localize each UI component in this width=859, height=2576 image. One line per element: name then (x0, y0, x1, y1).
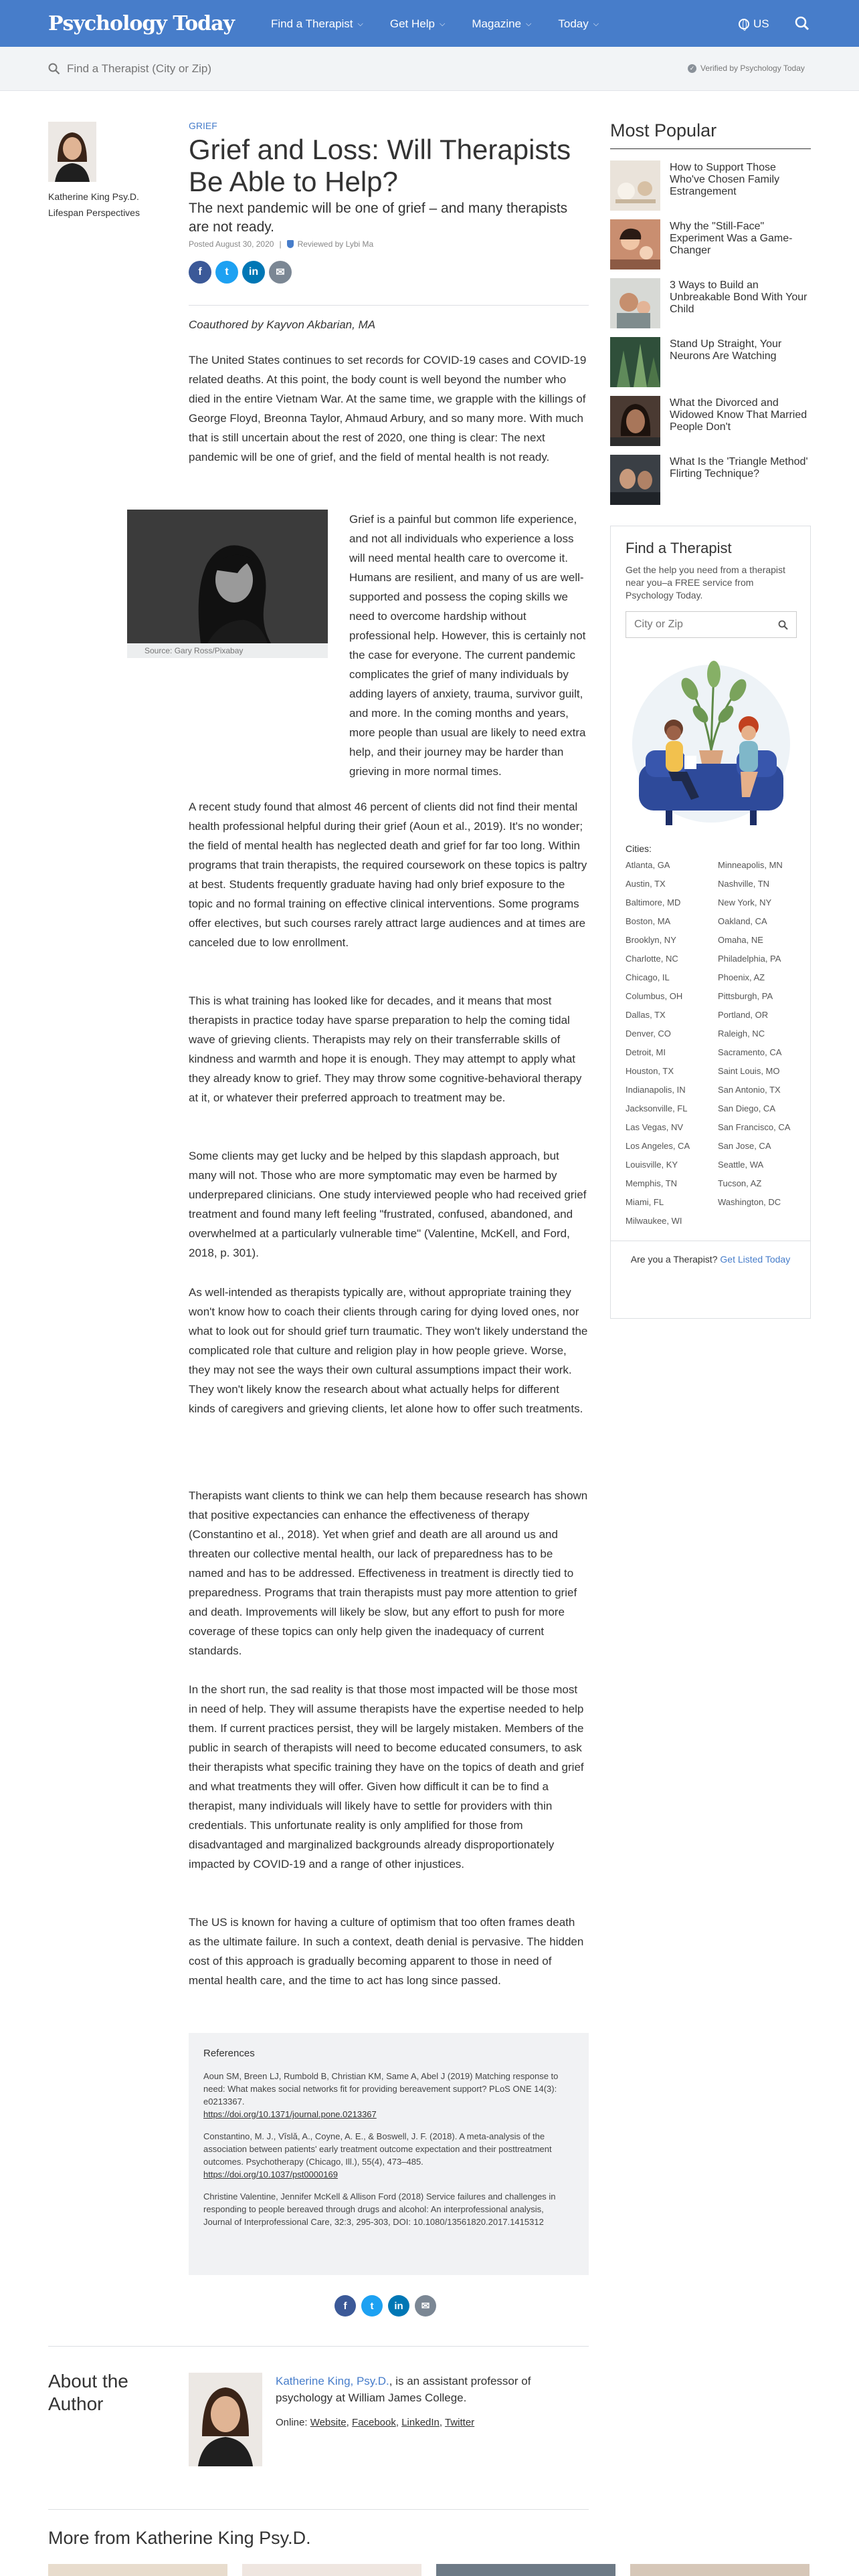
city-link[interactable]: Omaha, NE (718, 935, 763, 945)
article-paragraph: Therapists want clients to think we can help them because research has shown that positive expectancies can enhance the effectiveness of therapy (Constantino et al., 2018). Yet when grief and death are all around us and threaten our collective mental health, our lack of preparedness has to be named and has to be addressed. Effectiveness in treatment is directly tied to preparedness. Programs that train therapists must pay more attention to grief and death. Improvements will likely be slow, but any effort to push for more coverage of these topics can only help given the inadequacy of current standards. (189, 1489, 588, 1657)
city-link[interactable]: Nashville, TN (718, 879, 770, 889)
city-link[interactable]: Indianapolis, IN (626, 1085, 686, 1095)
city-link[interactable]: San Francisco, CA (718, 1122, 791, 1132)
more-thumbnail[interactable] (48, 2564, 227, 2576)
cities-label: Cities: (626, 843, 652, 854)
city-link[interactable]: Sacramento, CA (718, 1047, 782, 1057)
about-author-links: Online: Website, Facebook, LinkedIn, Twitter (276, 2417, 475, 2428)
email-share-button[interactable]: ✉ (415, 2295, 436, 2317)
paragraph-text: Grief is a painful but common life experience, and not all individuals who experience a loss will need mental health care to overcome it. Humans are resilient, and many of us are well-supported and possess the coping skills we need to overcome hardship without professional help. However, this is certainly not the case for everyone. The current pandemic complicates the grief of many individuals by adding layers of anxiety, trauma, survivor guilt, and more. In the coming months and years, more people than usual are likely to need extra help, and their journey may be harder than grieving in more normal times. (349, 513, 586, 778)
city-link[interactable]: San Antonio, TX (718, 1085, 781, 1095)
twitter-share-button[interactable]: t (215, 261, 238, 284)
find-therapist-widget (610, 526, 811, 1319)
more-from-author-title: More from Katherine King Psy.D. (48, 2528, 311, 2548)
city-link[interactable]: Tucson, AZ (718, 1178, 762, 1188)
city-link[interactable]: Boston, MA (626, 916, 671, 926)
therapist-question: Are you a Therapist? (630, 1254, 718, 1265)
region-label: US (753, 17, 769, 30)
city-link[interactable]: Austin, TX (626, 879, 666, 889)
divider (48, 2509, 589, 2510)
city-link[interactable]: Baltimore, MD (626, 897, 681, 907)
coauthor-byline: Coauthored by Kayvon Akbarian, MA (189, 318, 376, 331)
find-therapist-search (626, 611, 797, 638)
reference-item (203, 2130, 574, 2181)
meta-separator: | (279, 239, 282, 249)
city-link[interactable]: Dallas, TX (626, 1010, 666, 1020)
city-link[interactable]: Oakland, CA (718, 916, 767, 926)
article-paragraph (349, 510, 589, 781)
city-zip-input[interactable] (626, 612, 773, 637)
globe-icon (739, 19, 749, 29)
article-paragraph: The United States continues to set records for COVID-19 cases and COVID-19 related deaths. At this point, the body count is well beyond the number who died in the entire Vietnam War. At the same time, we grapple with the killings of George Floyd, Breonna Taylor, Ahmaud Arbury, and so many more. With much that is still uncertain about the rest of 2020, one thing is clear: The next pandemic will be one of grief, and the field of mental health is not ready. (189, 354, 587, 463)
search-icon[interactable] (778, 620, 788, 630)
popular-title: What Is the 'Triangle Method' Flirting Technique? (670, 456, 808, 479)
nav-get-help[interactable] (390, 17, 445, 31)
divider (610, 148, 811, 149)
article-image (127, 510, 328, 643)
nav-label: Magazine (472, 17, 522, 30)
article-paragraph: This is what training has looked like for decades, and it means that most therapists in practice today have sparse preparation to help the coming tidal wave of grieving clients. Therapists may rely on their transferrable skills of kindness and warmth and hope it is enough. They may attempt to apply what they already know to grief. They may throw some cognitive-behavioral therapy at it, or whatever their preferred approach to treatment may be. (189, 994, 582, 1104)
about-author-title: About the Author (48, 2371, 128, 2414)
article-paragraph: A recent study found that almost 46 percent of clients did not find their mental health professional helpful during their grief (Aoun et al., 2019). It's no wonder; the field of mental health has neglected death and grief for far too long. Within programs that train therapists, the required coursework on these topics is paltry at best. Students frequently graduate having had only brief exposure to the topic and no formal training on effective clinical interventions. Some programs offer electives, but such courses rarely attract large audiences and at times are canceled due to low enrollment. (189, 800, 587, 949)
popular-thumbnail (610, 160, 660, 211)
city-link[interactable]: Pittsburgh, PA (718, 991, 773, 1001)
city-link[interactable]: Washington, DC (718, 1197, 781, 1207)
reference-item (203, 2190, 574, 2228)
city-link[interactable]: Philadelphia, PA (718, 954, 781, 964)
popular-thumbnail (610, 455, 660, 505)
city-link[interactable]: New York, NY (718, 897, 772, 907)
popular-title: What the Divorced and Widowed Know That Married People Don't (670, 397, 807, 433)
region-selector[interactable] (739, 17, 769, 31)
verified-text: Verified by Psychology Today (700, 64, 805, 73)
search-icon (48, 63, 60, 75)
nav-magazine[interactable] (472, 17, 531, 31)
figure-caption: Source: Gary Ross/Pixabay (127, 643, 328, 658)
city-link[interactable]: San Jose, CA (718, 1141, 771, 1151)
about-author-bio (276, 2373, 583, 2406)
popular-title: 3 Ways to Build an Unbreakable Bond With Your Child (670, 280, 807, 315)
author-avatar[interactable] (48, 122, 96, 182)
article-title: Grief and Loss: Will Therapists Be Able to Help? (189, 134, 571, 197)
city-link (718, 1216, 797, 1235)
reference-doi-link[interactable]: https://doi.org/10.1037/pst0000169 (203, 2169, 338, 2179)
cities-grid (626, 861, 795, 1235)
chevron-down-icon: ⌵ (357, 19, 363, 28)
references-title: References (203, 2048, 255, 2059)
twitter-link[interactable]: Twitter (444, 2417, 475, 2428)
more-thumbnail[interactable] (436, 2564, 615, 2576)
chevron-down-icon: ⌵ (593, 19, 599, 28)
divider (189, 305, 589, 306)
facebook-link[interactable]: Facebook (351, 2417, 396, 2428)
popular-thumbnail (610, 337, 660, 387)
posted-date: Posted August 30, 2020 (189, 239, 274, 249)
popular-item[interactable] (610, 219, 811, 272)
reference-doi-link[interactable]: https://doi.org/10.1371/journal.pone.0213367 (203, 2109, 377, 2119)
find-therapist-subtitle: Get the help you need from a therapist near you–a FREE service from Psychology Today. (626, 564, 785, 601)
city-link[interactable]: Charlotte, NC (626, 954, 678, 964)
find-therapist-title: Find a Therapist (626, 540, 732, 556)
popular-thumbnail (610, 219, 660, 270)
therapy-illustration (626, 650, 797, 837)
author-name-link[interactable]: Katherine King Psy.D. (48, 191, 139, 202)
article-figure (127, 510, 328, 662)
article-paragraph: In the short run, the sad reality is that those most impacted will be those most in need of help. They will assume therapists have the expertise needed to help them. If current practices persist, they will be largely mistaken. Members of the public in search of therapists will need to become educated consumers, to ask their therapists what specific training they have on the topics of death and grief and what treatments they will offer. Given how difficult it can be to find a therapist, many individuals will likely have to settle for providers with thin credentials. This unfortunate reality is only amplified for those from disadvantaged and marginalized backgrounds already disproportionately impacted by COVID-19 and a range of other injustices. (189, 1683, 584, 1870)
nav-label: Find a Therapist (271, 17, 353, 30)
city-link[interactable]: Denver, CO (626, 1029, 671, 1039)
city-link[interactable]: Saint Louis, MO (718, 1066, 780, 1076)
author-blog-link[interactable]: Lifespan Perspectives (48, 207, 140, 218)
city-link[interactable]: Miami, FL (626, 1197, 664, 1207)
divider (48, 2346, 589, 2347)
verified-badge (688, 64, 805, 73)
shield-icon (287, 240, 294, 248)
nav-today[interactable] (558, 17, 599, 31)
popular-thumbnail (610, 396, 660, 446)
nav-label: Today (558, 17, 589, 30)
nav-find-therapist[interactable] (271, 17, 363, 31)
popular-item[interactable] (610, 278, 811, 330)
city-link[interactable]: Atlanta, GA (626, 860, 670, 870)
popular-item[interactable] (610, 455, 811, 507)
therapist-cta (626, 1253, 795, 1266)
website-link[interactable]: Website (310, 2417, 347, 2428)
get-listed-link[interactable]: Get Listed Today (720, 1254, 791, 1265)
city-link[interactable]: Houston, TX (626, 1066, 674, 1076)
reference-text: Christine Valentine, Jennifer McKell & Allison Ford (2018) Service failures and challenges in responding to people bereaved through drugs and alcohol: An interprofessional analysis, Journal of Interprofessional Care, 32:3, 295-303, DOI: 10.1080/13561820.2017.1415312 (203, 2191, 556, 2227)
city-link[interactable]: Minneapolis, MN (718, 860, 783, 870)
check-icon: ✓ (688, 64, 696, 73)
therapist-search-input[interactable] (67, 58, 535, 80)
twitter-share-button[interactable]: t (361, 2295, 383, 2317)
share-buttons-bottom (335, 2295, 442, 2317)
popular-title: How to Support Those Who've Chosen Family Estrangement (670, 162, 779, 197)
most-popular-title: Most Popular (610, 120, 717, 140)
popular-item[interactable] (610, 160, 811, 213)
about-author-photo[interactable] (189, 2373, 262, 2466)
city-link[interactable]: Jacksonville, FL (626, 1103, 688, 1113)
article-category[interactable]: GRIEF (189, 120, 217, 131)
city-link[interactable]: Chicago, IL (626, 972, 670, 982)
city-link[interactable]: Raleigh, NC (718, 1029, 765, 1039)
article-paragraph: The US is known for having a culture of optimism that too often frames death as the ultimate failure. In such a context, death denial is pervasive. The hidden cost of this approach is gradually becoming apparent to those in need of mental health care, and the time to act has long since passed. (189, 1916, 584, 1987)
linkedin-share-button[interactable]: in (242, 261, 265, 284)
site-logo[interactable]: Psychology Today (48, 12, 234, 35)
email-share-button[interactable]: ✉ (269, 261, 292, 284)
city-link[interactable]: Las Vegas, NV (626, 1122, 683, 1132)
references-box (189, 2033, 589, 2275)
search-icon[interactable] (795, 16, 809, 31)
article-subtitle: The next pandemic will be one of grief – and many therapists are not ready. (189, 201, 568, 235)
main-nav (271, 17, 626, 31)
popular-title: Why the "Still-Face" Experiment Was a Game-Changer (670, 221, 793, 256)
popular-title: Stand Up Straight, Your Neurons Are Watching (670, 338, 782, 362)
linkedin-share-button[interactable]: in (388, 2295, 409, 2317)
city-link[interactable]: Los Angeles, CA (626, 1141, 690, 1151)
city-link[interactable]: San Diego, CA (718, 1103, 775, 1113)
city-link[interactable]: Phoenix, AZ (718, 972, 765, 982)
popular-thumbnail (610, 278, 660, 328)
chevron-down-icon: ⌵ (439, 19, 446, 28)
online-label: Online: (276, 2417, 308, 2428)
top-navbar (0, 0, 859, 47)
nav-label: Get Help (389, 17, 435, 30)
popular-item[interactable] (610, 337, 811, 389)
facebook-share-button[interactable]: f (189, 261, 211, 284)
city-link[interactable]: Portland, OR (718, 1010, 769, 1020)
therapist-search-bar (0, 47, 859, 91)
share-buttons-top (189, 261, 296, 284)
city-link[interactable]: Memphis, TN (626, 1178, 678, 1188)
author-side-info (48, 189, 175, 221)
chevron-down-icon: ⌵ (526, 19, 532, 28)
city-link[interactable]: Seattle, WA (718, 1160, 764, 1170)
reference-text: Aoun SM, Breen LJ, Rumbold B, Christian KM, Same A, Abel J (2019) Matching response to need: What makes social networks fit for providing bereavement support? PLoS ONE 14(3): e0213367. (203, 2071, 559, 2107)
more-thumbnail[interactable] (630, 2564, 809, 2576)
reviewed-by: Reviewed by Lybi Ma (297, 239, 374, 249)
city-link[interactable]: Brooklyn, NY (626, 935, 676, 945)
city-link[interactable]: Louisville, KY (626, 1160, 678, 1170)
article-paragraph: Some clients may get lucky and be helped by this slapdash approach, but many will not. Those who are more symptomatic may even be harmed by underprepared clinicians. One study interviewed people who had received grief treatment and found many left feeling "frustrated, confused, abandoned, and overwhelmed at a particularly vulnerable time" (Valentine, McKell, and Ford, 2018, p. 301). (189, 1150, 587, 1259)
reference-item (203, 2070, 574, 2121)
facebook-share-button[interactable]: f (335, 2295, 356, 2317)
about-author-bio-text: , is an assistant professor of psychology at William James College. (276, 2375, 531, 2404)
about-author-name-link[interactable]: Katherine King, Psy.D. (276, 2375, 389, 2387)
reference-text: Constantino, M. J., Vîslă, A., Coyne, A. E., & Boswell, J. F. (2018). A meta-analysis of the association between patients' early treatment outcome expectation and their posttreatment outcomes. Psychotherapy (Chicago, Ill.), 55(4), 473–485. (203, 2131, 552, 2167)
city-link[interactable]: Columbus, OH (626, 991, 683, 1001)
popular-item[interactable] (610, 396, 811, 448)
article-paragraph: As well-intended as therapists typically are, without appropriate training they won't know how to coach their clients through caring for dying loved ones, nor what to look out for should grief turn traumatic. They won't likely understand the complicated role that culture and religion play in how people grieve. Worse, they may not see the ways their own cultural assumptions impact their work. They won't likely know the research about what actually helps for different kinds of caregivers and grieving clients, let alone how to offer such treatments. (189, 1286, 588, 1415)
city-link[interactable]: Milwaukee, WI (626, 1216, 682, 1226)
linkedin-link[interactable]: LinkedIn (401, 2417, 440, 2428)
article-meta (189, 239, 373, 249)
city-link[interactable]: Detroit, MI (626, 1047, 666, 1057)
more-thumbnail[interactable] (242, 2564, 421, 2576)
